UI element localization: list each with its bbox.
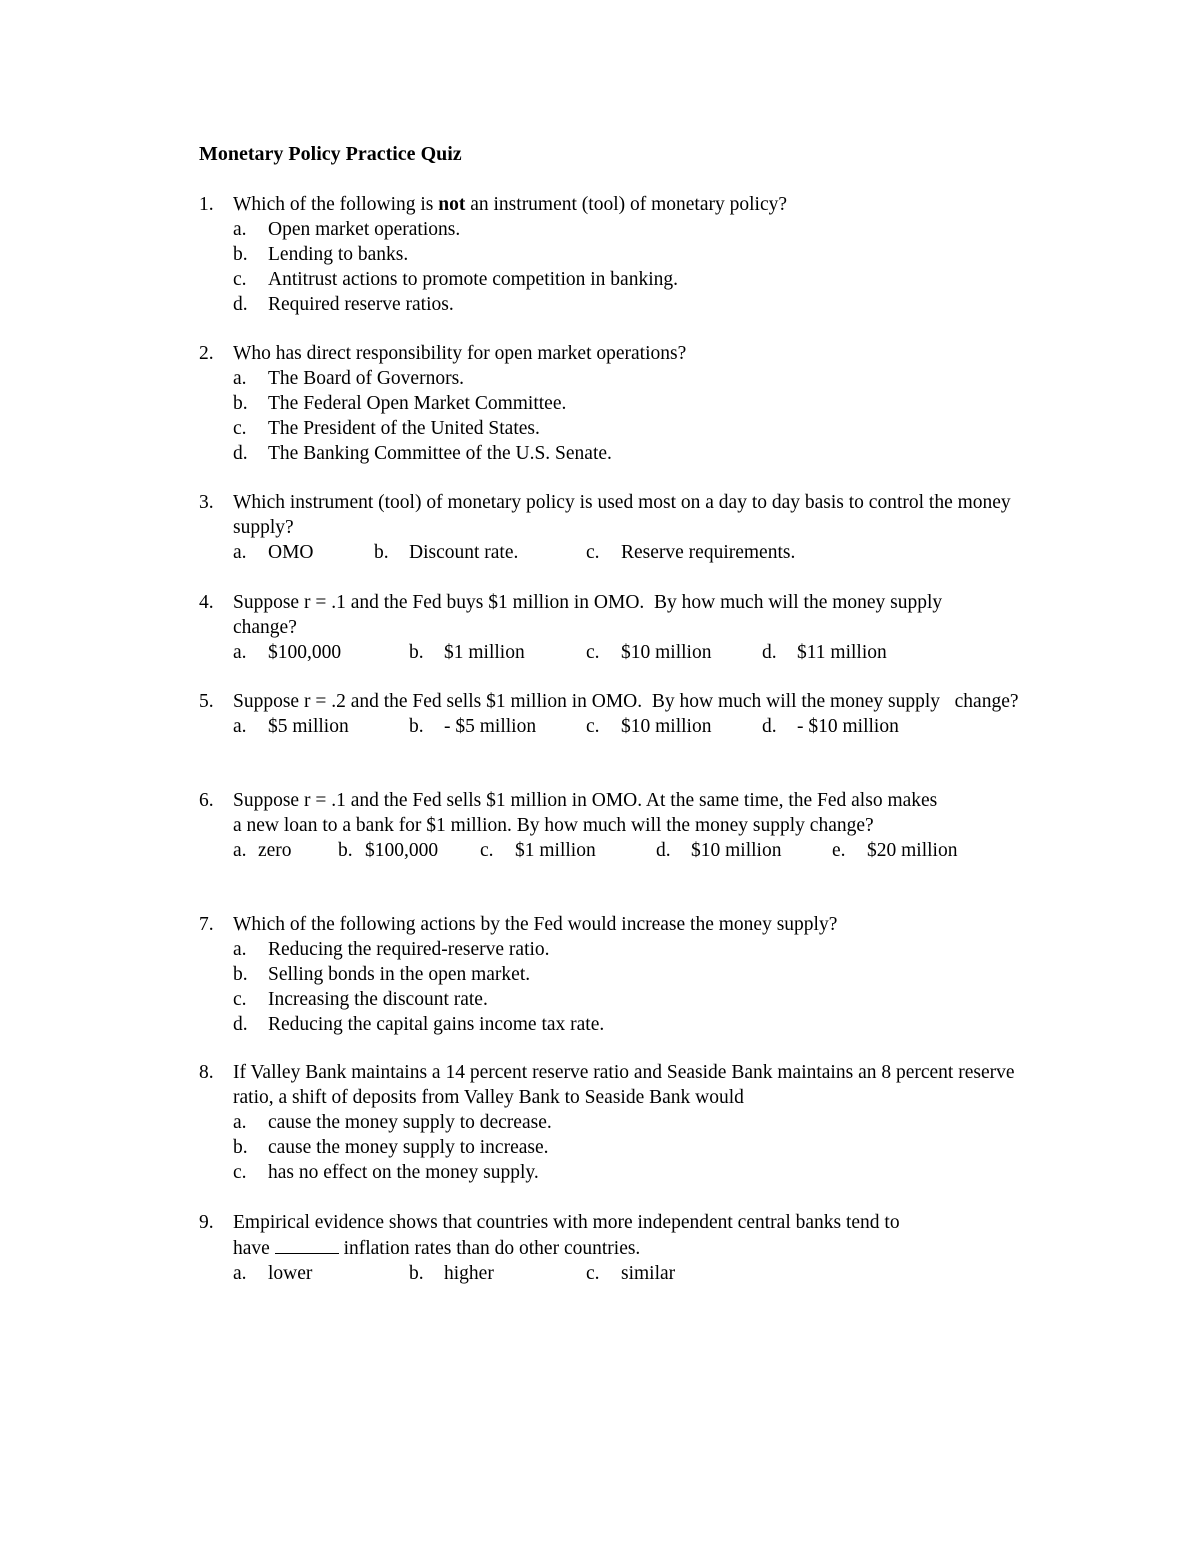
question-text bbox=[233, 1210, 1019, 1261]
option-text: $100,000 bbox=[268, 642, 342, 663]
question-number: 9. bbox=[199, 1212, 214, 1233]
option-letter: d. bbox=[233, 443, 248, 464]
option-c bbox=[586, 714, 711, 739]
option-letter: c. bbox=[480, 840, 494, 861]
option-a bbox=[233, 366, 1019, 391]
option-text: cause the money supply to increase. bbox=[268, 1137, 549, 1158]
option-letter: d. bbox=[762, 716, 777, 737]
question-text-part: have bbox=[233, 1238, 275, 1259]
option-letter: a. bbox=[233, 542, 247, 563]
option-text: - $5 million bbox=[444, 716, 537, 737]
option-d bbox=[656, 838, 781, 863]
option-letter: e. bbox=[832, 840, 846, 861]
option-b bbox=[409, 714, 536, 739]
question-text-part: inflation rates than do other countries. bbox=[338, 1238, 641, 1259]
option-text: has no effect on the money supply. bbox=[268, 1162, 539, 1183]
option-text: $10 million bbox=[691, 840, 782, 861]
option-text: $5 million bbox=[268, 716, 349, 737]
option-text: Reducing the capital gains income tax rate. bbox=[268, 1014, 605, 1035]
option-c bbox=[233, 416, 1019, 441]
options-row bbox=[233, 1261, 1019, 1286]
options-row bbox=[233, 540, 1019, 565]
option-letter: a. bbox=[233, 840, 247, 861]
option-letter: d. bbox=[233, 294, 248, 315]
question-text bbox=[233, 192, 1019, 217]
option-b bbox=[409, 1261, 494, 1286]
option-a bbox=[233, 838, 292, 863]
question-text: If Valley Bank maintains a 14 percent reserve ratio and Seaside Bank maintains an 8 percent reserve ratio, a shift of deposits from Valley Bank to Seaside Bank would bbox=[233, 1062, 1015, 1108]
option-text: $11 million bbox=[797, 642, 887, 663]
option-letter: c. bbox=[586, 642, 600, 663]
question-text: Suppose r = .1 and the Fed buys $1 million in OMO. By how much will the money supply change? bbox=[233, 592, 957, 638]
question-4 bbox=[199, 590, 1019, 665]
option-letter: a. bbox=[233, 642, 247, 663]
question-1 bbox=[199, 192, 1019, 317]
option-letter: c. bbox=[586, 716, 600, 737]
option-d bbox=[233, 441, 1019, 466]
question-number: 1. bbox=[199, 194, 214, 215]
option-c bbox=[480, 838, 596, 863]
option-letter: d. bbox=[762, 642, 777, 663]
option-b bbox=[233, 962, 1019, 987]
option-letter: c. bbox=[586, 1263, 600, 1284]
question-number: 6. bbox=[199, 790, 214, 811]
option-b bbox=[233, 391, 1019, 416]
option-c bbox=[586, 540, 795, 565]
question-line-1: Empirical evidence shows that countries with more independent central banks tend to bbox=[233, 1212, 900, 1233]
option-text: $10 million bbox=[621, 642, 712, 663]
option-text: Open market operations. bbox=[268, 219, 461, 240]
option-text: zero bbox=[258, 840, 292, 861]
option-letter: d. bbox=[233, 1014, 248, 1035]
option-letter: c. bbox=[233, 1162, 247, 1183]
option-text: $10 million bbox=[621, 716, 712, 737]
option-e bbox=[832, 838, 957, 863]
option-text: similar bbox=[621, 1263, 676, 1284]
question-text: Suppose r = .2 and the Fed sells $1 million in OMO. By how much will the money supply change? bbox=[233, 691, 1019, 712]
question-number: 8. bbox=[199, 1062, 214, 1083]
option-c bbox=[233, 987, 1019, 1012]
option-text: Increasing the discount rate. bbox=[268, 989, 488, 1010]
option-text: Reserve requirements. bbox=[621, 542, 796, 563]
question-text: Which instrument (tool) of monetary policy is used most on a day to day basis to control the money supply? bbox=[233, 492, 1011, 538]
option-a bbox=[233, 1110, 1019, 1135]
option-letter: b. bbox=[233, 244, 248, 265]
option-letter: a. bbox=[233, 716, 247, 737]
option-b bbox=[409, 640, 525, 665]
option-text: lower bbox=[268, 1263, 313, 1284]
option-letter: c. bbox=[233, 989, 247, 1010]
question-text: Who has direct responsibility for open market operations? bbox=[233, 343, 687, 364]
option-b bbox=[233, 242, 1019, 267]
question-text-part: an instrument (tool) of monetary policy? bbox=[465, 194, 788, 215]
option-text: Selling bonds in the open market. bbox=[268, 964, 531, 985]
option-text: OMO bbox=[268, 542, 314, 563]
option-letter: b. bbox=[233, 393, 248, 414]
option-b bbox=[374, 540, 518, 565]
option-letter: b. bbox=[409, 716, 424, 737]
options-row bbox=[233, 838, 1019, 863]
page-title: Monetary Policy Practice Quiz bbox=[199, 143, 462, 165]
option-a bbox=[233, 1261, 312, 1286]
option-c bbox=[233, 267, 1019, 292]
option-letter: c. bbox=[586, 542, 600, 563]
option-c bbox=[586, 640, 711, 665]
option-letter: b. bbox=[233, 964, 248, 985]
option-text: The Board of Governors. bbox=[268, 368, 465, 389]
question-5 bbox=[199, 689, 1019, 739]
question-number: 5. bbox=[199, 691, 214, 712]
option-a bbox=[233, 937, 1019, 962]
option-d bbox=[762, 714, 899, 739]
option-text: - $10 million bbox=[797, 716, 899, 737]
option-letter: b. bbox=[338, 840, 353, 861]
option-letter: c. bbox=[233, 418, 247, 439]
option-text: cause the money supply to decrease. bbox=[268, 1112, 552, 1133]
option-a bbox=[233, 714, 349, 739]
option-c bbox=[233, 1160, 1019, 1185]
question-text-part: Which of the following is bbox=[233, 194, 439, 215]
option-b bbox=[233, 1135, 1019, 1160]
option-text: $1 million bbox=[444, 642, 525, 663]
question-number: 4. bbox=[199, 592, 214, 613]
option-letter: a. bbox=[233, 939, 247, 960]
option-d bbox=[233, 1012, 1019, 1037]
option-letter: b. bbox=[409, 642, 424, 663]
option-letter: d. bbox=[656, 840, 671, 861]
question-number: 3. bbox=[199, 492, 214, 513]
question-text: Which of the following actions by the Fed would increase the money supply? bbox=[233, 914, 838, 935]
option-a bbox=[233, 217, 1019, 242]
option-text: higher bbox=[444, 1263, 494, 1284]
option-text: Discount rate. bbox=[409, 542, 519, 563]
option-c bbox=[586, 1261, 675, 1286]
question-9 bbox=[199, 1210, 1019, 1286]
options-row bbox=[233, 640, 1019, 665]
question-number: 2. bbox=[199, 343, 214, 364]
option-text: Required reserve ratios. bbox=[268, 294, 454, 315]
option-text: The Federal Open Market Committee. bbox=[268, 393, 567, 414]
option-d bbox=[233, 292, 1019, 317]
option-letter: b. bbox=[409, 1263, 424, 1284]
answer-blank bbox=[275, 1235, 339, 1254]
option-text: Lending to banks. bbox=[268, 244, 409, 265]
option-letter: c. bbox=[233, 269, 247, 290]
option-letter: a. bbox=[233, 219, 247, 240]
question-text: Suppose r = .1 and the Fed sells $1 million in OMO. At the same time, the Fed also makes a new loan to a bank for $1 million. By how much will the money supply change? bbox=[233, 790, 938, 836]
question-7 bbox=[199, 912, 1019, 1037]
question-6 bbox=[199, 788, 1019, 863]
question-3 bbox=[199, 490, 1019, 565]
option-letter: b. bbox=[233, 1137, 248, 1158]
question-8 bbox=[199, 1060, 1019, 1185]
option-text: $20 million bbox=[867, 840, 958, 861]
emphasis-word: not bbox=[438, 194, 466, 215]
question-number: 7. bbox=[199, 914, 214, 935]
option-a bbox=[233, 540, 314, 565]
option-text: Antitrust actions to promote competition in banking. bbox=[268, 269, 678, 290]
option-letter: a. bbox=[233, 368, 247, 389]
option-letter: b. bbox=[374, 542, 389, 563]
option-text: The President of the United States. bbox=[268, 418, 540, 439]
option-text: Reducing the required-reserve ratio. bbox=[268, 939, 550, 960]
option-b bbox=[338, 838, 438, 863]
option-letter: a. bbox=[233, 1112, 247, 1133]
question-2 bbox=[199, 341, 1019, 466]
option-a bbox=[233, 640, 341, 665]
option-text: $1 million bbox=[515, 840, 596, 861]
option-text: The Banking Committee of the U.S. Senate. bbox=[268, 443, 612, 464]
options-row bbox=[233, 714, 1019, 739]
option-letter: a. bbox=[233, 1263, 247, 1284]
option-d bbox=[762, 640, 887, 665]
option-text: $100,000 bbox=[365, 840, 439, 861]
